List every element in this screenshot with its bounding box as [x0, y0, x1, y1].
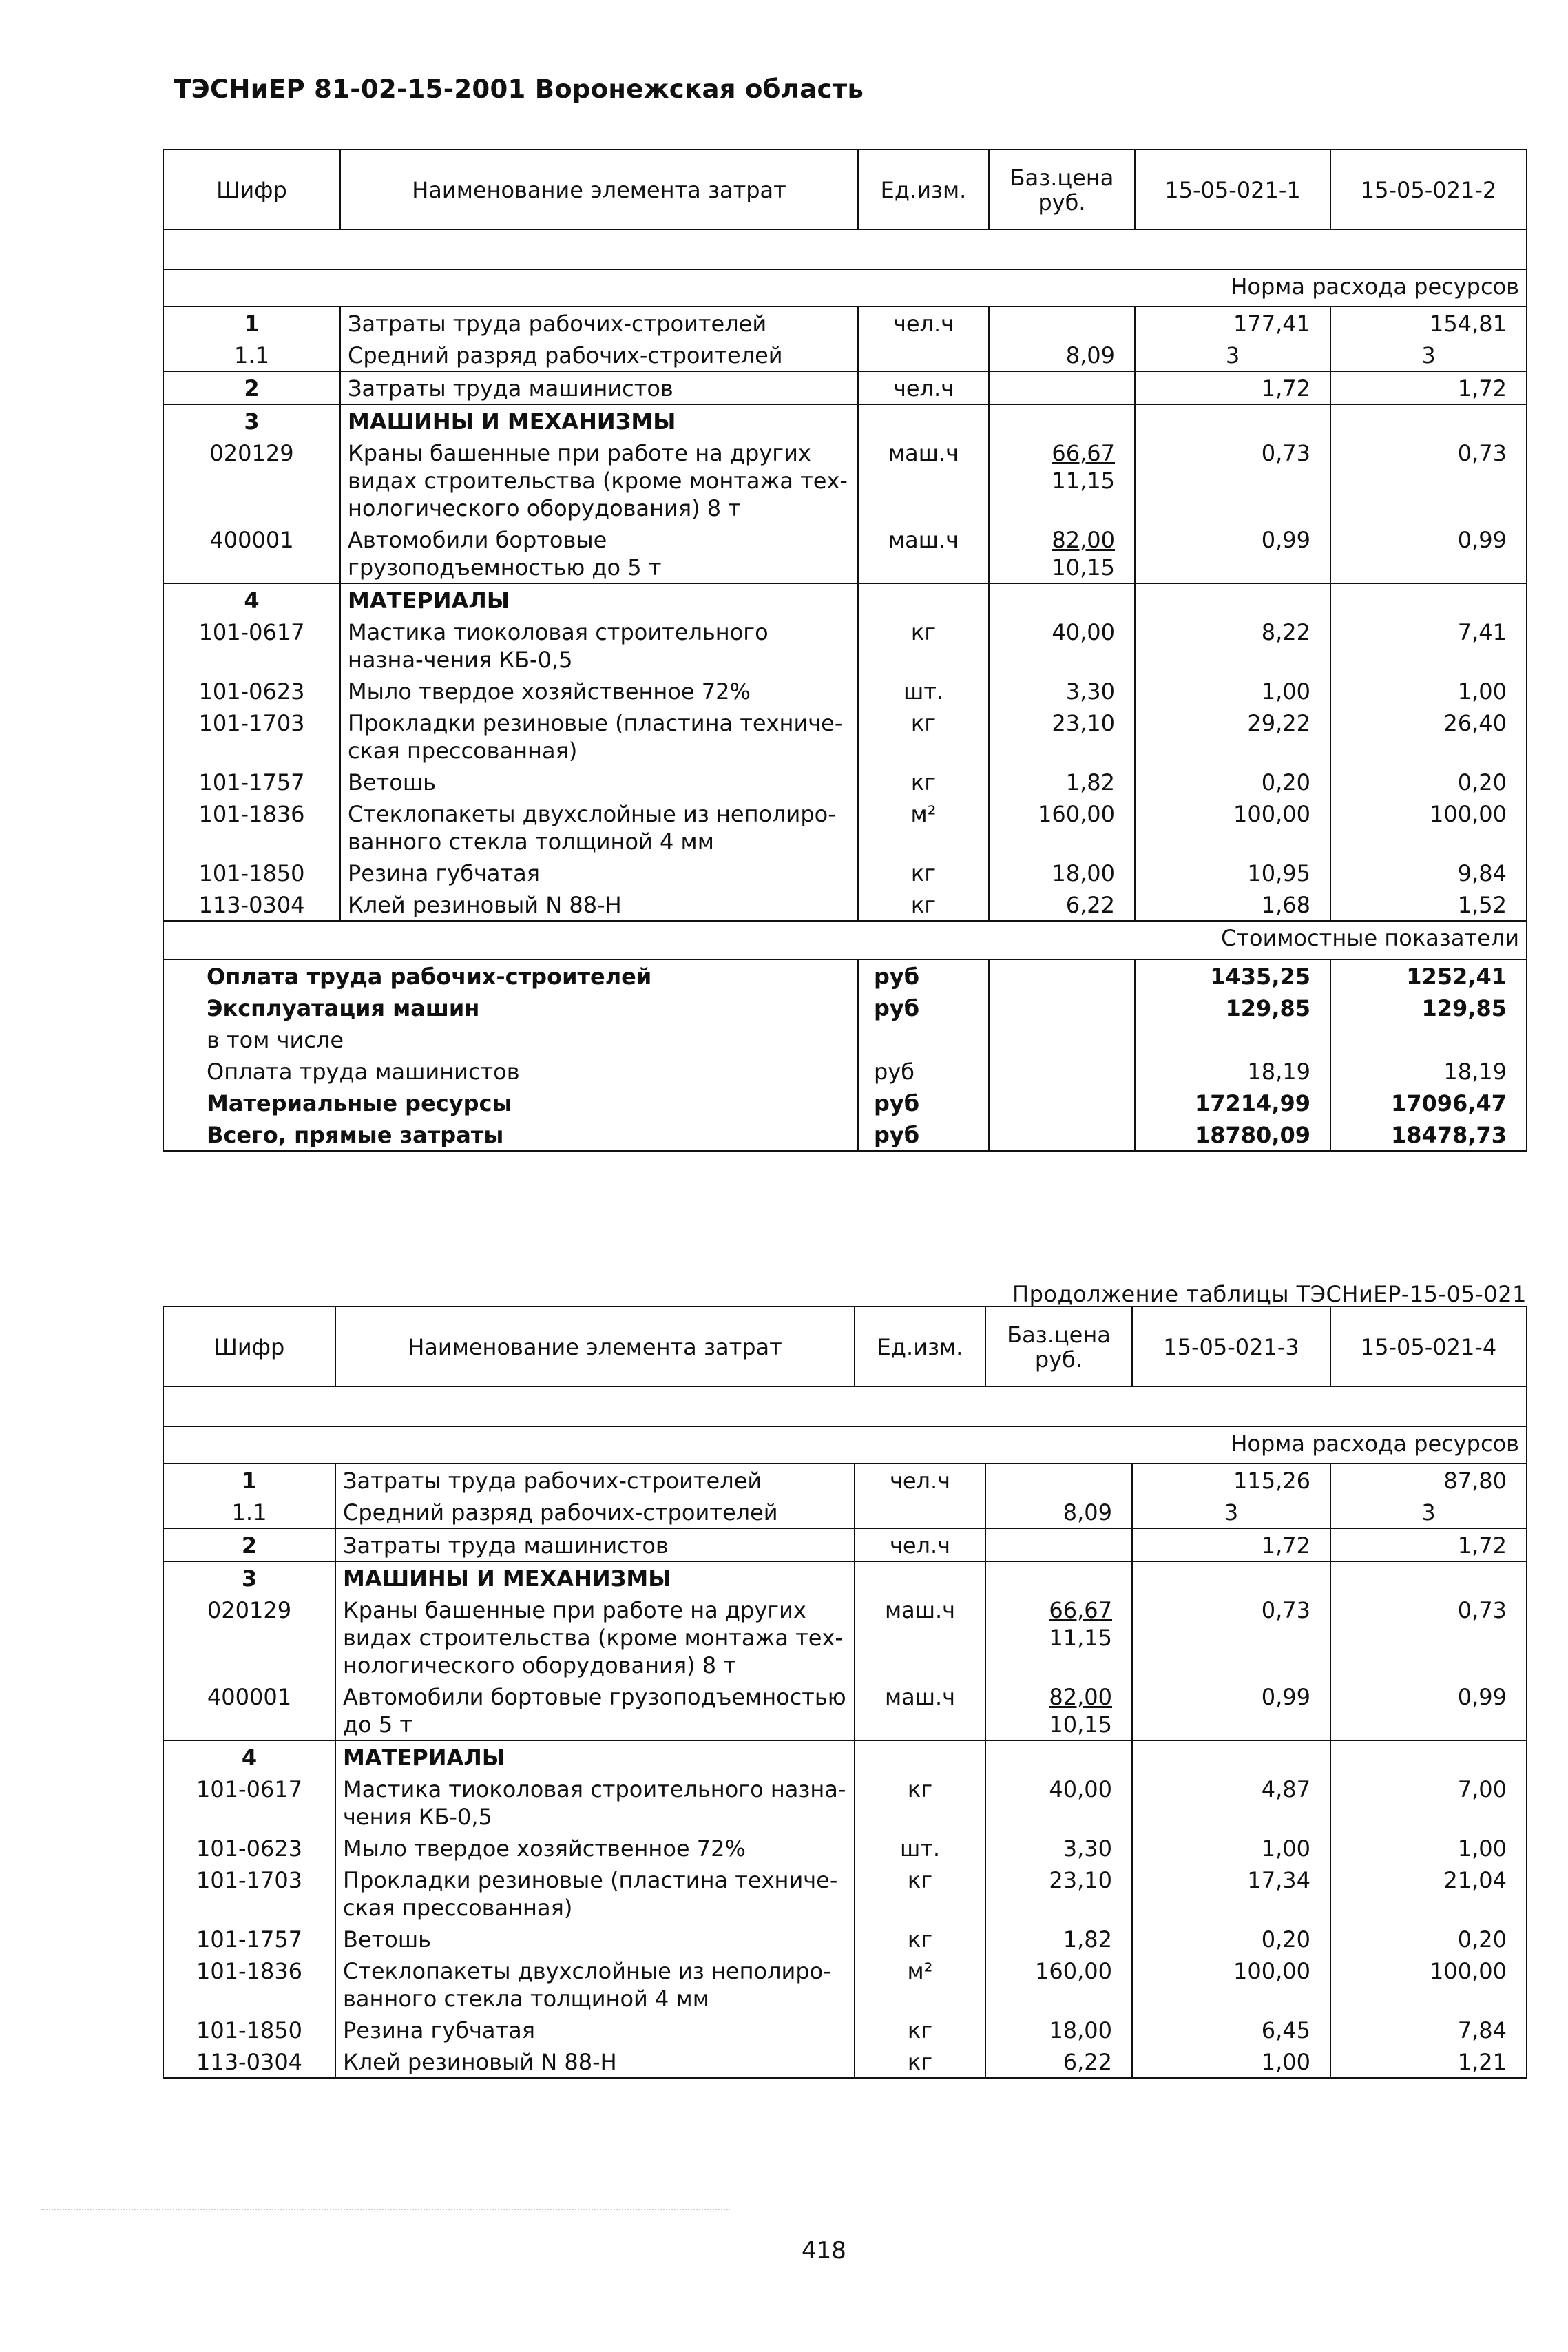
price-machinist: 11,15	[1049, 1625, 1112, 1651]
row-unit: кг	[858, 766, 989, 798]
row-value-a: 177,41	[1135, 306, 1330, 339]
row-value-a	[1132, 1740, 1330, 1773]
row-value-a: 1,00	[1135, 675, 1330, 707]
row-value-a: 0,73	[1135, 437, 1330, 523]
row-price	[985, 1832, 1132, 1864]
row-code: 020129	[163, 437, 340, 523]
price-main: 1,82	[1063, 1926, 1112, 1953]
row-value-b: 7,41	[1330, 616, 1527, 675]
row-value-a: 0,20	[1135, 766, 1330, 798]
row-price	[989, 371, 1135, 404]
spacer-row	[163, 1386, 1527, 1426]
row-unit: кг	[855, 1864, 985, 1923]
table-row	[163, 437, 1527, 523]
table-row	[163, 1561, 1527, 1594]
price-main: 1,82	[1065, 769, 1115, 795]
estimate-table-2	[163, 1306, 1526, 2079]
price-main: 3,30	[1063, 1835, 1112, 1862]
summary-value-b: 18478,73	[1330, 1118, 1527, 1151]
row-value-b: 7,84	[1330, 2014, 1527, 2046]
summary-value-a: 18780,09	[1135, 1118, 1330, 1151]
row-name: МАТЕРИАЛЫ	[340, 583, 858, 616]
price-machinist: 10,15	[1052, 554, 1115, 581]
norm-label: Норма расхода ресурсов	[163, 1426, 1527, 1464]
summary-price	[989, 959, 1135, 992]
row-value-a	[1135, 583, 1330, 616]
row-value-a: 17,34	[1132, 1864, 1330, 1923]
row-unit: кг	[855, 1923, 985, 1955]
row-value-b: 0,20	[1330, 1923, 1527, 1955]
table-row	[163, 1680, 1527, 1740]
row-value-b: 9,84	[1330, 857, 1527, 888]
summary-label: Оплата труда машинистов	[163, 1055, 858, 1087]
summary-price	[989, 1118, 1135, 1151]
row-name: Резина губчатая	[340, 857, 858, 888]
row-name: Мастика тиоколовая строительного назна-чения КБ-0,5	[340, 616, 858, 675]
row-price	[989, 437, 1135, 523]
header-code: Шифр	[163, 149, 340, 229]
row-unit: м²	[855, 1955, 985, 2014]
summary-row	[163, 1087, 1527, 1118]
table-row	[163, 404, 1527, 437]
summary-unit: руб	[858, 1118, 989, 1151]
header-name: Наименование элемента затрат	[340, 149, 858, 229]
row-value-b: 21,04	[1330, 1864, 1527, 1923]
price-main: 40,00	[1052, 619, 1115, 645]
summary-value-a: 1435,25	[1135, 959, 1330, 992]
spacer-row	[163, 229, 1527, 269]
row-value-a: 8,22	[1135, 616, 1330, 675]
table-row	[163, 2014, 1527, 2046]
row-price	[985, 1464, 1132, 1496]
header-col-b: 15-05-021-4	[1330, 1307, 1527, 1386]
row-price	[989, 857, 1135, 888]
row-code: 101-1757	[163, 1923, 335, 1955]
row-unit: шт.	[858, 675, 989, 707]
table-row	[163, 1464, 1527, 1496]
summary-label: Оплата труда рабочих-строителей	[163, 959, 858, 992]
price-main: 160,00	[1038, 801, 1115, 827]
price-machinist: 11,15	[1052, 468, 1115, 494]
row-price	[985, 1955, 1132, 2014]
table-row	[163, 1740, 1527, 1773]
row-code: 1	[163, 306, 340, 339]
row-price	[985, 1923, 1132, 1955]
continuation-note: Продолжение таблицы ТЭСНиЕР-15-05-021	[1012, 1281, 1527, 1307]
row-unit: кг	[858, 616, 989, 675]
summary-price	[989, 1055, 1135, 1087]
row-unit: кг	[858, 707, 989, 766]
row-value-a: 0,99	[1135, 523, 1330, 583]
summary-value-a	[1135, 1023, 1330, 1055]
row-value-b: 0,99	[1330, 1680, 1527, 1740]
row-value-a: 29,22	[1135, 707, 1330, 766]
row-unit: кг	[855, 2046, 985, 2078]
price-main: 8,09	[1063, 1499, 1112, 1526]
row-code: 2	[163, 1528, 335, 1561]
row-value-b: 1,72	[1330, 371, 1527, 404]
price-main: 18,00	[1049, 2017, 1112, 2043]
row-code: 400001	[163, 1680, 335, 1740]
row-unit: чел.ч	[855, 1528, 985, 1561]
row-unit	[858, 404, 989, 437]
norm-label-row	[163, 269, 1527, 306]
row-price	[989, 583, 1135, 616]
spacer-cell	[163, 1386, 1527, 1426]
row-value-b: 154,81	[1330, 306, 1527, 339]
table-row	[163, 2046, 1527, 2078]
table-row	[163, 306, 1527, 339]
row-code: 101-0617	[163, 616, 340, 675]
header-name: Наименование элемента затрат	[335, 1307, 855, 1386]
header-unit: Ед.изм.	[855, 1307, 985, 1386]
spacer-cell	[163, 229, 1527, 269]
row-price	[989, 707, 1135, 766]
row-code: 1	[163, 1464, 335, 1496]
summary-label: Материальные ресурсы	[163, 1087, 858, 1118]
row-code: 101-0617	[163, 1773, 335, 1832]
row-value-a: 1,68	[1135, 888, 1330, 921]
table-row	[163, 888, 1527, 921]
row-price	[989, 675, 1135, 707]
row-name: Затраты труда рабочих-строителей	[335, 1464, 855, 1496]
page-number: 418	[802, 2237, 846, 2265]
summary-row	[163, 959, 1527, 992]
summary-price	[989, 1087, 1135, 1118]
row-value-a: 115,26	[1132, 1464, 1330, 1496]
row-price	[985, 1680, 1132, 1740]
row-value-b: 7,00	[1330, 1773, 1527, 1832]
price-main: 23,10	[1049, 1867, 1112, 1893]
row-name: Резина губчатая	[335, 2014, 855, 2046]
summary-unit	[858, 1023, 989, 1055]
summary-unit: руб	[858, 1087, 989, 1118]
summary-row	[163, 1055, 1527, 1087]
row-unit: чел.ч	[858, 371, 989, 404]
summary-price	[989, 992, 1135, 1023]
row-name: Прокладки резиновые (пластина техниче-ская прессованная)	[335, 1864, 855, 1923]
summary-value-b: 1252,41	[1330, 959, 1527, 992]
table-row	[163, 675, 1527, 707]
row-value-b	[1330, 1561, 1527, 1594]
row-value-b: 0,99	[1330, 523, 1527, 583]
row-name: Средний разряд рабочих-строителей	[335, 1496, 855, 1528]
row-code: 101-0623	[163, 675, 340, 707]
table-row	[163, 1594, 1527, 1680]
row-code: 101-1850	[163, 2014, 335, 2046]
row-value-a: 1,72	[1135, 371, 1330, 404]
table-row	[163, 616, 1527, 675]
row-name: Стеклопакеты двухслойные из неполиро-ванного стекла толщиной 4 мм	[335, 1955, 855, 2014]
price-machinist: 10,15	[1049, 1711, 1112, 1738]
row-name: Краны башенные при работе на других видах строительства (кроме монтажа тех-нологического оборудования) 8 т	[340, 437, 858, 523]
table-row	[163, 1832, 1527, 1864]
row-unit: кг	[858, 857, 989, 888]
row-code: 1.1	[163, 339, 340, 371]
row-price	[985, 1496, 1132, 1528]
summary-value-a: 129,85	[1135, 992, 1330, 1023]
row-unit: кг	[855, 2014, 985, 2046]
row-unit: шт.	[855, 1832, 985, 1864]
table-header-row	[163, 1307, 1527, 1386]
summary-unit: руб	[858, 959, 989, 992]
row-unit: маш.ч	[855, 1680, 985, 1740]
row-code: 101-1836	[163, 798, 340, 857]
row-value-b: 0,73	[1330, 437, 1527, 523]
row-code: 3	[163, 1561, 335, 1594]
row-value-b: 1,72	[1330, 1528, 1527, 1561]
estimate-table-1	[163, 149, 1526, 1152]
summary-unit: руб	[858, 1055, 989, 1087]
row-unit	[855, 1496, 985, 1528]
row-code: 101-1850	[163, 857, 340, 888]
table-row	[163, 1496, 1527, 1528]
table-row	[163, 1528, 1527, 1561]
table-row	[163, 1773, 1527, 1832]
row-value-b: 100,00	[1330, 798, 1527, 857]
row-code: 101-1703	[163, 707, 340, 766]
row-code: 113-0304	[163, 2046, 335, 2078]
row-value-a: 1,00	[1132, 1832, 1330, 1864]
row-value-b	[1330, 583, 1527, 616]
row-unit: м²	[858, 798, 989, 857]
row-value-a	[1135, 404, 1330, 437]
row-name: Автомобили бортовые грузоподъемностью до 5 т	[335, 1680, 855, 1740]
table-row	[163, 371, 1527, 404]
row-code: 020129	[163, 1594, 335, 1680]
row-code: 4	[163, 583, 340, 616]
row-code: 3	[163, 404, 340, 437]
row-value-a	[1132, 1561, 1330, 1594]
row-name: Мастика тиоколовая строительного назна-чения КБ-0,5	[335, 1773, 855, 1832]
cost-label-row	[163, 921, 1527, 959]
row-value-a: 0,73	[1132, 1594, 1330, 1680]
header-col-a: 15-05-021-3	[1132, 1307, 1330, 1386]
row-unit: маш.ч	[855, 1594, 985, 1680]
summary-row	[163, 992, 1527, 1023]
row-code: 400001	[163, 523, 340, 583]
summary-row	[163, 1118, 1527, 1151]
price-main: 82,00	[1052, 527, 1115, 553]
row-price	[985, 2046, 1132, 2078]
summary-value-a: 18,19	[1135, 1055, 1330, 1087]
row-value-b: 1,00	[1330, 675, 1527, 707]
row-price	[985, 1740, 1132, 1773]
table-row	[163, 857, 1527, 888]
summary-row	[163, 1023, 1527, 1055]
row-price	[989, 404, 1135, 437]
row-name: МАШИНЫ И МЕХАНИЗМЫ	[340, 404, 858, 437]
table-row	[163, 766, 1527, 798]
row-unit	[855, 1740, 985, 1773]
row-price	[989, 616, 1135, 675]
row-value-a: 1,72	[1132, 1528, 1330, 1561]
row-name: Прокладки резиновые (пластина техниче-ская прессованная)	[340, 707, 858, 766]
table-header-row	[163, 149, 1527, 229]
table-row	[163, 339, 1527, 371]
norm-table	[163, 1306, 1527, 2079]
summary-label: в том числе	[163, 1023, 858, 1055]
row-value-b: 87,80	[1330, 1464, 1527, 1496]
row-value-b: 1,00	[1330, 1832, 1527, 1864]
row-name: Автомобили бортовые грузоподъемностью до 5 т	[340, 523, 858, 583]
row-unit: маш.ч	[858, 437, 989, 523]
row-name: МАТЕРИАЛЫ	[335, 1740, 855, 1773]
row-name: Затраты труда машинистов	[335, 1528, 855, 1561]
row-value-a: 0,20	[1132, 1923, 1330, 1955]
summary-label: Эксплуатация машин	[163, 992, 858, 1023]
norm-table	[163, 149, 1527, 1152]
price-main: 82,00	[1049, 1684, 1112, 1710]
row-code: 101-1836	[163, 1955, 335, 2014]
row-name: Клей резиновый N 88-Н	[335, 2046, 855, 2078]
row-price	[989, 888, 1135, 921]
table-row	[163, 1864, 1527, 1923]
summary-value-b: 17096,47	[1330, 1087, 1527, 1118]
row-price	[989, 523, 1135, 583]
norm-label-row	[163, 1426, 1527, 1464]
row-value-b: 3	[1330, 1496, 1527, 1528]
row-value-a: 3	[1135, 339, 1330, 371]
price-main: 23,10	[1052, 710, 1115, 736]
row-value-a: 0,99	[1132, 1680, 1330, 1740]
row-name: Ветошь	[335, 1923, 855, 1955]
summary-value-b: 129,85	[1330, 992, 1527, 1023]
row-name: МАШИНЫ И МЕХАНИЗМЫ	[335, 1561, 855, 1594]
price-main: 8,09	[1065, 342, 1115, 368]
row-name: Клей резиновый N 88-Н	[340, 888, 858, 921]
row-price	[989, 798, 1135, 857]
row-value-b: 0,73	[1330, 1594, 1527, 1680]
row-value-b: 1,21	[1330, 2046, 1527, 2078]
price-main: 18,00	[1052, 860, 1115, 886]
table-row	[163, 1923, 1527, 1955]
table-row	[163, 523, 1527, 583]
row-price	[989, 339, 1135, 371]
row-price	[985, 1561, 1132, 1594]
row-value-a: 100,00	[1135, 798, 1330, 857]
row-value-a: 3	[1132, 1496, 1330, 1528]
row-value-b: 100,00	[1330, 1955, 1527, 2014]
row-code: 113-0304	[163, 888, 340, 921]
price-main: 3,30	[1065, 678, 1115, 705]
row-value-b	[1330, 1740, 1527, 1773]
row-price	[985, 1773, 1132, 1832]
table-row	[163, 707, 1527, 766]
row-unit: кг	[858, 888, 989, 921]
price-main: 6,22	[1065, 892, 1115, 918]
row-unit	[855, 1561, 985, 1594]
row-unit: чел.ч	[855, 1464, 985, 1496]
row-unit	[858, 339, 989, 371]
row-name: Затраты труда рабочих-строителей	[340, 306, 858, 339]
row-unit: чел.ч	[858, 306, 989, 339]
header-unit: Ед.изм.	[858, 149, 989, 229]
row-value-a: 4,87	[1132, 1773, 1330, 1832]
row-price	[985, 1864, 1132, 1923]
row-unit: кг	[855, 1773, 985, 1832]
header-col-b: 15-05-021-2	[1330, 149, 1527, 229]
row-price	[985, 1594, 1132, 1680]
table-row	[163, 583, 1527, 616]
row-code: 4	[163, 1740, 335, 1773]
row-value-a: 1,00	[1132, 2046, 1330, 2078]
row-name: Затраты труда машинистов	[340, 371, 858, 404]
row-code: 2	[163, 371, 340, 404]
page-title: ТЭСНиЕР 81-02-15-2001 Воронежская область	[174, 74, 864, 104]
row-code: 1.1	[163, 1496, 335, 1528]
summary-unit: руб	[858, 992, 989, 1023]
price-main: 66,67	[1049, 1597, 1112, 1623]
price-main: 40,00	[1049, 1776, 1112, 1802]
row-unit	[858, 583, 989, 616]
row-name: Мыло твердое хозяйственное 72%	[340, 675, 858, 707]
price-main: 66,67	[1052, 440, 1115, 466]
row-value-b: 0,20	[1330, 766, 1527, 798]
row-name: Средний разряд рабочих-строителей	[340, 339, 858, 371]
table-row	[163, 1955, 1527, 2014]
cost-label: Стоимостные показатели	[163, 921, 1527, 959]
row-value-b: 1,52	[1330, 888, 1527, 921]
row-code: 101-1757	[163, 766, 340, 798]
row-value-a: 10,95	[1135, 857, 1330, 888]
row-value-a: 100,00	[1132, 1955, 1330, 2014]
row-code: 101-1703	[163, 1864, 335, 1923]
scan-artifact-line	[41, 2209, 730, 2211]
row-price	[989, 766, 1135, 798]
price-main: 6,22	[1063, 2049, 1112, 2075]
summary-price	[989, 1023, 1135, 1055]
header-price: Баз.цена руб.	[989, 149, 1135, 229]
table-row	[163, 798, 1527, 857]
row-name: Ветошь	[340, 766, 858, 798]
row-price	[985, 2014, 1132, 2046]
row-unit: маш.ч	[858, 523, 989, 583]
row-name: Стеклопакеты двухслойные из неполиро-ванного стекла толщиной 4 мм	[340, 798, 858, 857]
row-value-a: 6,45	[1132, 2014, 1330, 2046]
row-name: Мыло твердое хозяйственное 72%	[335, 1832, 855, 1864]
row-name: Краны башенные при работе на других видах строительства (кроме монтажа тех-нологического оборудования) 8 т	[335, 1594, 855, 1680]
summary-label: Всего, прямые затраты	[163, 1118, 858, 1151]
summary-value-a: 17214,99	[1135, 1087, 1330, 1118]
price-main: 160,00	[1035, 1958, 1112, 1984]
row-code: 101-0623	[163, 1832, 335, 1864]
header-code: Шифр	[163, 1307, 335, 1386]
row-price	[989, 306, 1135, 339]
norm-label: Норма расхода ресурсов	[163, 269, 1527, 306]
header-col-a: 15-05-021-1	[1135, 149, 1330, 229]
summary-value-b	[1330, 1023, 1527, 1055]
row-value-b: 3	[1330, 339, 1527, 371]
row-value-b: 26,40	[1330, 707, 1527, 766]
row-price	[985, 1528, 1132, 1561]
summary-value-b: 18,19	[1330, 1055, 1527, 1087]
row-value-b	[1330, 404, 1527, 437]
header-price: Баз.цена руб.	[985, 1307, 1132, 1386]
